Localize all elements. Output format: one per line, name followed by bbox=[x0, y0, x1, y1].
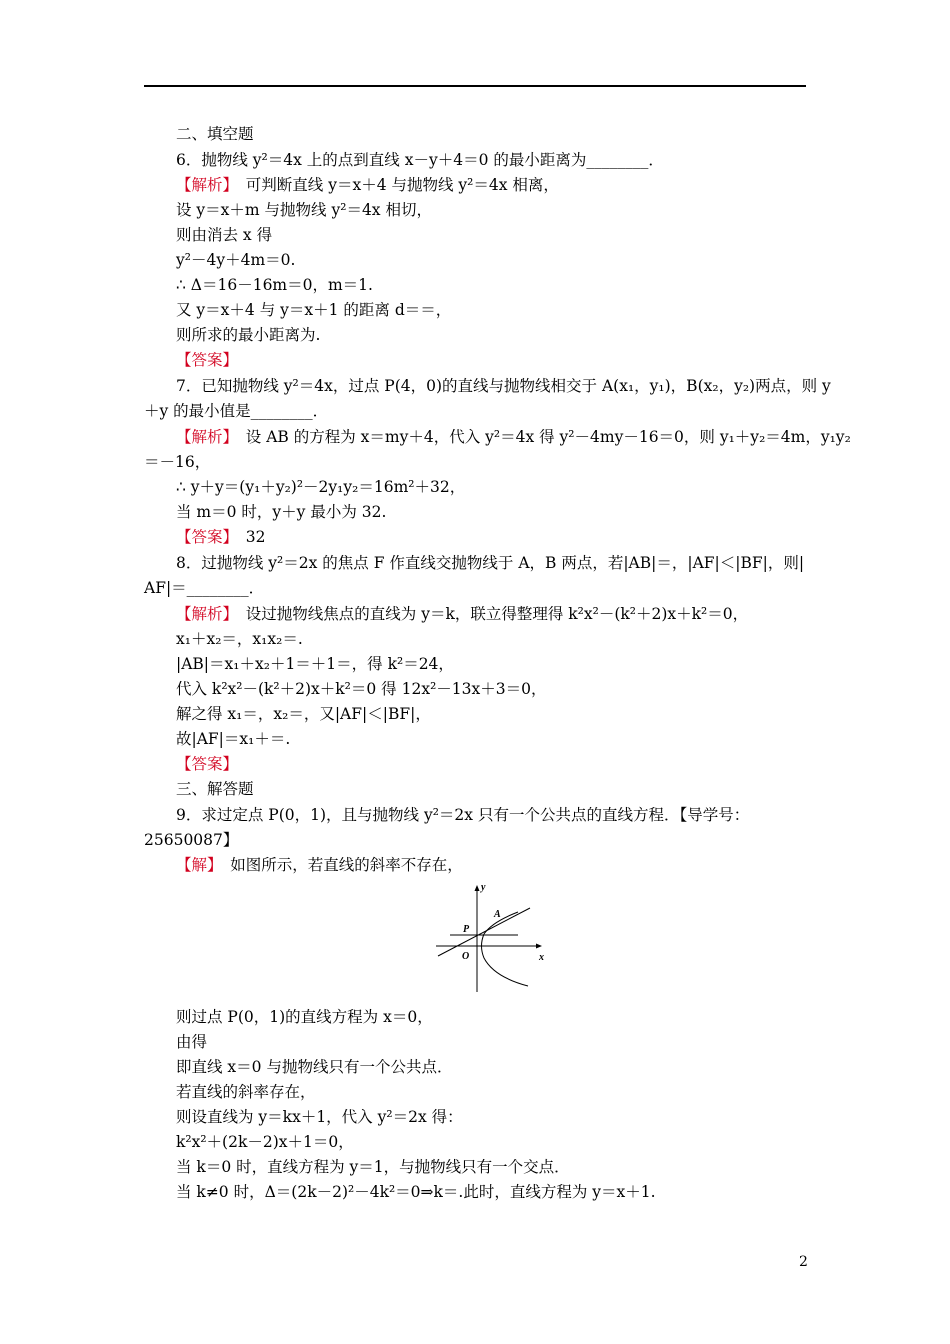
parabola-figure bbox=[432, 880, 550, 994]
text-line bbox=[176, 477, 465, 497]
text-line bbox=[176, 604, 748, 624]
line-text: ∴ y＋y＝(y₁＋y₂)²－2y₁y₂＝16m²＋32， bbox=[176, 478, 466, 496]
text-line bbox=[176, 704, 431, 724]
text-line bbox=[176, 200, 432, 220]
line-text: 则由消去 x 得 bbox=[176, 226, 273, 244]
text-line bbox=[176, 527, 266, 547]
text-line bbox=[176, 250, 295, 270]
text-line bbox=[176, 350, 238, 370]
section-tag: 【解析】 bbox=[176, 605, 231, 623]
text-line bbox=[176, 376, 831, 396]
text-line bbox=[176, 553, 804, 573]
text-line bbox=[176, 1132, 354, 1152]
header-rule bbox=[144, 85, 806, 87]
line-text: ∴ Δ＝16－16m＝0，m＝1. bbox=[176, 276, 373, 294]
line-text: 即直线 x＝0 与抛物线只有一个公共点． bbox=[176, 1058, 453, 1076]
line-text: 若直线的斜率存在， bbox=[176, 1083, 316, 1101]
line-text: 7．已知抛物线 y²＝4x，过点 P(4，0)的直线与抛物线相交于 A(x₁，y₁)，B(x₂，y₂)两点，则 y bbox=[176, 377, 831, 395]
line-text: 当 k≠0 时，Δ＝(2k－2)²－4k²＝0⇒k＝.此时，直线方程为 y＝x＋1. bbox=[176, 1183, 656, 1201]
section-tag: 【答案】 bbox=[176, 351, 239, 369]
x-axis-label: x bbox=[539, 952, 544, 963]
line-text: ＝－16， bbox=[144, 453, 211, 471]
line-text: 可判断直线 y＝x＋4 与抛物线 y²＝4x 相离， bbox=[230, 176, 559, 194]
text-line bbox=[176, 654, 454, 674]
point-p-label: P bbox=[463, 924, 470, 935]
text-line bbox=[144, 578, 264, 598]
page-number: 2 bbox=[799, 1254, 808, 1270]
line-text: 25650087】 bbox=[144, 831, 239, 849]
line-text: 代入 k²x²－(k²＋2)x＋k²＝0 得 12x²－13x＋3＝0， bbox=[176, 680, 547, 698]
text-line bbox=[176, 150, 664, 170]
text-line bbox=[176, 1082, 316, 1102]
text-line bbox=[144, 452, 210, 472]
point-a-label: A bbox=[494, 909, 501, 920]
text-line bbox=[176, 275, 373, 295]
text-line bbox=[176, 175, 559, 195]
x-axis-arrow bbox=[536, 944, 542, 949]
text-line bbox=[176, 1157, 570, 1177]
line-text: 32 bbox=[230, 528, 266, 546]
origin-label: O bbox=[462, 951, 470, 962]
line-text: 由得 bbox=[176, 1033, 208, 1051]
line-text: 又 y＝x＋4 与 y＝x＋1 的距离 d＝＝， bbox=[176, 301, 452, 319]
text-line bbox=[176, 300, 451, 320]
line-text: 则过点 P(0，1)的直线方程为 x＝0， bbox=[176, 1008, 433, 1026]
section-tag: 【解析】 bbox=[176, 176, 231, 194]
section-tag: 【解析】 bbox=[176, 428, 231, 446]
text-line bbox=[176, 427, 851, 447]
section-tag: 【解】 bbox=[176, 856, 215, 874]
line-text: AF|＝________． bbox=[144, 579, 265, 597]
line-text: k²x²＋(2k－2)x＋1＝0， bbox=[176, 1133, 354, 1151]
line-text: ＋y 的最小值是________． bbox=[144, 402, 329, 420]
line-text: 解之得 x₁＝，x₂＝，又|AF|＜|BF|， bbox=[176, 705, 431, 723]
line-text: 设 y＝x＋m 与抛物线 y²＝4x 相切， bbox=[176, 201, 432, 219]
line-text: x₁＋x₂＝，x₁x₂＝. bbox=[176, 630, 303, 648]
text-line bbox=[144, 401, 328, 421]
line-text: |AB|＝x₁＋x₂＋1＝＋1＝，得 k²＝24， bbox=[176, 655, 454, 673]
text-line bbox=[176, 325, 320, 345]
parabola-curve bbox=[482, 912, 529, 986]
line-text: 则设直线为 y＝kx＋1，代入 y²＝2x 得： bbox=[176, 1108, 463, 1126]
line-text: 设 AB 的方程为 x＝my＋4，代入 y²＝4x 得 y²－4my－16＝0，则 y₁＋y₂＝4m，y₁y₂ bbox=[230, 428, 851, 446]
text-line bbox=[176, 1007, 433, 1027]
text-line bbox=[176, 1107, 463, 1127]
text-line bbox=[176, 729, 290, 749]
text-line bbox=[176, 679, 546, 699]
text-line bbox=[176, 805, 749, 825]
line-text: 设过抛物线焦点的直线为 y＝k，联立得整理得 k²x²－(k²＋2)x＋k²＝0， bbox=[230, 605, 749, 623]
text-line bbox=[176, 754, 238, 774]
line-text: 如图所示，若直线的斜率不存在， bbox=[214, 856, 463, 874]
text-line bbox=[144, 830, 238, 850]
tangent-line bbox=[438, 908, 530, 956]
y-axis-label: y bbox=[481, 882, 486, 893]
y-axis-arrow bbox=[475, 885, 480, 891]
text-line bbox=[176, 1032, 207, 1052]
line-text: 9．求过定点 P(0，1)，且与抛物线 y²＝2x 只有一个公共点的直线方程．【导学号： bbox=[176, 806, 750, 824]
line-text: 二、填空题 bbox=[176, 125, 254, 143]
text-line bbox=[176, 225, 272, 245]
line-text: 6．抛物线 y²＝4x 上的点到直线 x－y＋4＝0 的最小距离为________． bbox=[176, 151, 664, 169]
text-line bbox=[176, 1057, 452, 1077]
text-line bbox=[176, 629, 303, 649]
line-text: 故|AF|＝x₁＋＝. bbox=[176, 730, 291, 748]
line-text: y²－4y＋4m＝0. bbox=[176, 251, 296, 269]
section-tag: 【答案】 bbox=[176, 755, 239, 773]
text-line bbox=[176, 855, 463, 875]
text-line bbox=[176, 502, 386, 522]
text-line bbox=[176, 1182, 656, 1202]
line-text: 则所求的最小距离为. bbox=[176, 326, 321, 344]
line-text: 8．过抛物线 y²＝2x 的焦点 F 作直线交抛物线于 A，B 两点，若|AB|＝，|AF|＜|BF|，则| bbox=[176, 554, 805, 572]
line-text: 三、解答题 bbox=[176, 780, 254, 798]
line-text: 当 k＝0 时，直线方程为 y＝1，与抛物线只有一个交点． bbox=[176, 1158, 570, 1176]
text-line bbox=[176, 779, 254, 799]
text-line bbox=[176, 124, 254, 144]
line-text: 当 m＝0 时，y＋y 最小为 32. bbox=[176, 503, 387, 521]
section-tag: 【答案】 bbox=[176, 528, 231, 546]
